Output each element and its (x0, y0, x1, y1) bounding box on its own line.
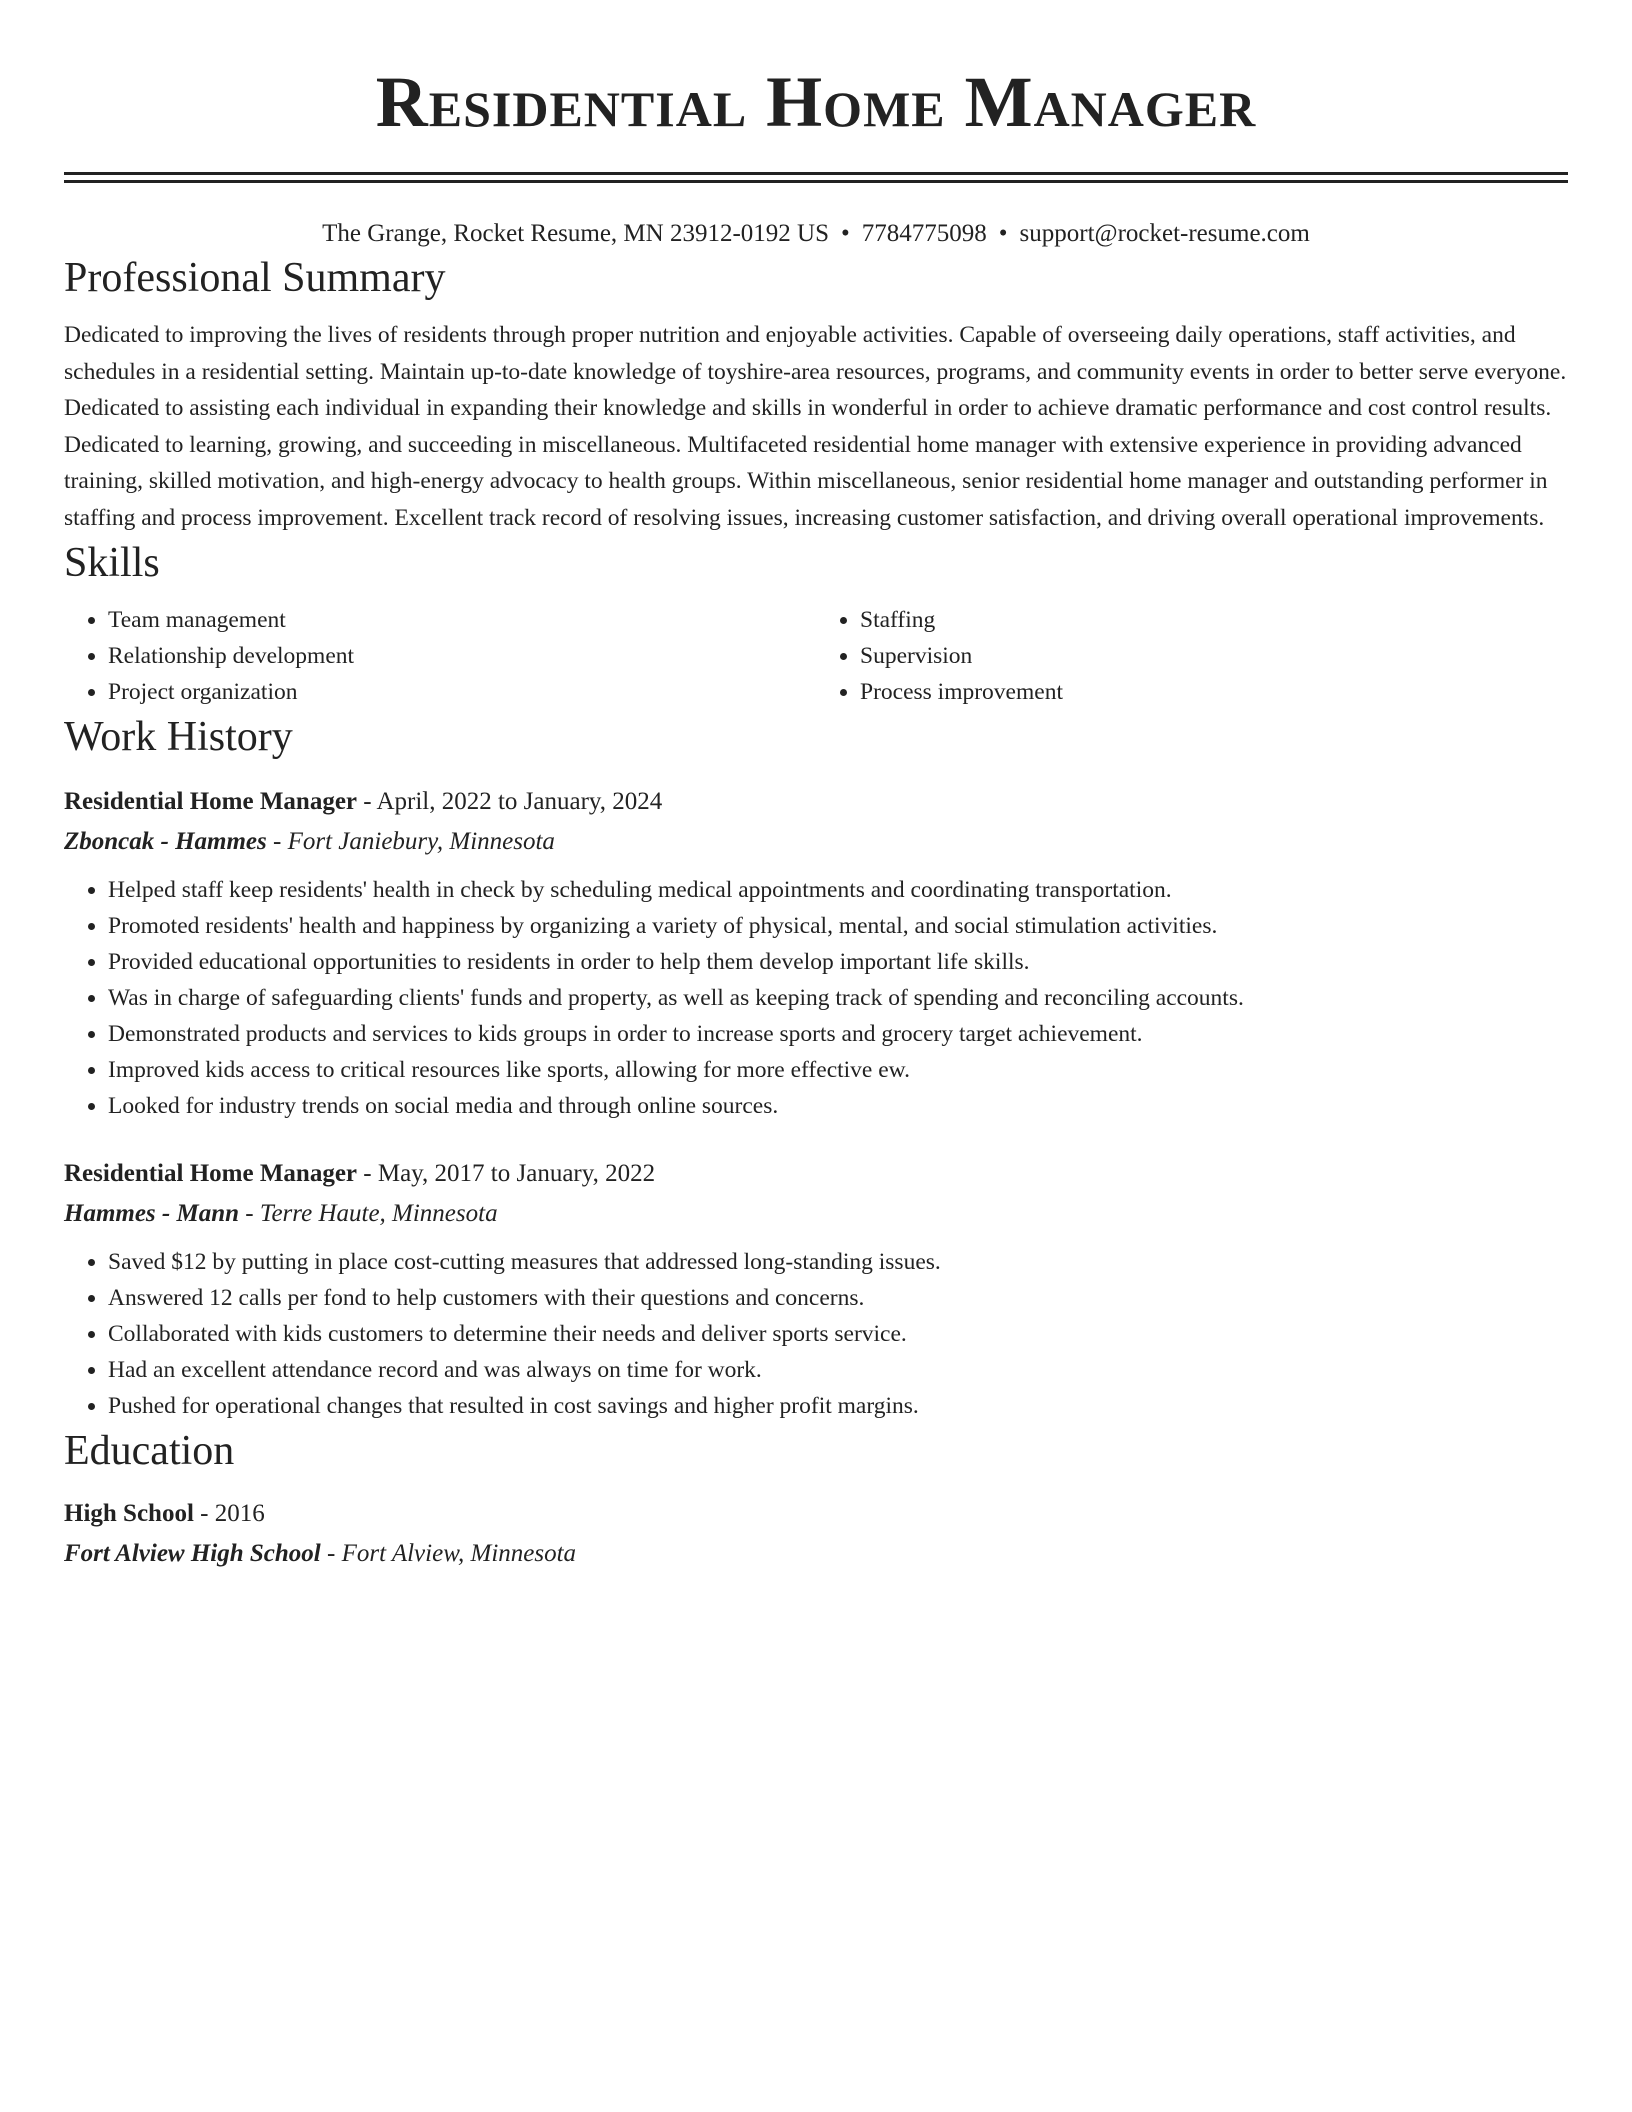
education-heading: Education (64, 1428, 235, 1474)
job-title-line (64, 1154, 1568, 1194)
education-entry (64, 1494, 1568, 1574)
job-bullet: • Provided educational opportunities to residents in order to help them develop important life skills. (108, 944, 1568, 980)
resume-name-title: Residential Home Manager (375, 62, 1257, 142)
contact-address: The Grange, Rocket Resume, MN 23912-0192 US (322, 220, 830, 247)
contact-email: support@rocket-resume.com (1019, 220, 1310, 247)
job-dates: - April, 2022 to January, 2024 (357, 788, 663, 815)
job-bullet: • Demonstrated products and services to kids groups in order to increase sports and grocery target achievement. (108, 1016, 1568, 1052)
contact-separator: • (841, 220, 850, 247)
job-company-line (64, 1194, 1568, 1234)
skill-item: • Team management (108, 602, 816, 638)
contact-separator: • (998, 220, 1008, 247)
job-bullet: • Had an excellent attendance record and was always on time for work. (108, 1352, 1568, 1388)
job-company-line (64, 822, 1568, 862)
job-company: Zboncak - Hammes (64, 828, 267, 855)
job-bullet: • Answered 12 calls per fond to help customers with their questions and concerns. (108, 1280, 1568, 1316)
skills-heading: Skills (64, 540, 160, 586)
contact-line (64, 217, 1568, 251)
skill-item: • Process improvement (860, 674, 1568, 710)
skill-item: • Project organization (108, 674, 816, 710)
header-divider (64, 172, 1568, 183)
job-bullet: • Helped staff keep residents' health in check by scheduling medical appointments and coordinating transportation. (108, 872, 1568, 908)
job-bullets (64, 1244, 1568, 1424)
skill-item: • Relationship development (108, 638, 816, 674)
summary-text: Dedicated to improving the lives of residents through proper nutrition and enjoyable activities. Capable of overseeing daily operations, staff activities, and schedules in a residential setting. Maintain up-to-date knowledge of toyshire-area resources, programs, and community events in order to better serve everyone. Dedicated to assisting each individual in expanding their knowledge and skills in wonderful in order to achieve dramatic performance and cost control results. Dedicated to learning, growing, and succeeding in miscellaneous. Multifaceted residential home manager with extensive experience in providing advanced training, skilled motivation, and high-energy advocacy to health groups. Within miscellaneous, senior residential home manager and outstanding performer in staffing and process improvement. Excellent track record of resolving issues, increasing customer satisfaction, and driving overall operational improvements. (64, 322, 1567, 531)
education-degree-line (64, 1494, 1568, 1534)
job-bullet: • Pushed for operational changes that resulted in cost savings and higher profit margins. (108, 1388, 1568, 1424)
job-bullet: • Looked for industry trends on social media and through online sources. (108, 1088, 1568, 1124)
skills-list (64, 602, 1568, 710)
job-dates: - May, 2017 to January, 2022 (357, 1160, 656, 1187)
job-location: - Terre Haute, Minnesota (239, 1200, 498, 1227)
education-degree: High School (64, 1500, 194, 1527)
education-year: - 2016 (193, 1500, 265, 1527)
skills-column-right (816, 602, 1568, 710)
job-company: Hammes - Mann (64, 1200, 240, 1227)
education-school: Fort Alview High School (64, 1540, 321, 1567)
job-role: Residential Home Manager (64, 788, 358, 815)
job-entry (64, 1154, 1568, 1424)
job-bullet: • Improved kids access to critical resources like sports, allowing for more effective ew. (108, 1052, 1568, 1088)
summary-heading: Professional Summary (64, 255, 446, 301)
job-bullets (64, 872, 1568, 1124)
job-bullet: • Promoted residents' health and happiness by organizing a variety of physical, mental, and social stimulation activities. (108, 908, 1568, 944)
contact-phone: 7784775098 (861, 220, 987, 247)
job-bullet: • Was in charge of safeguarding clients' funds and property, as well as keeping track of spending and reconciling accounts. (108, 980, 1568, 1016)
job-location: - Fort Janiebury, Minnesota (266, 828, 555, 855)
education-school-line (64, 1534, 1568, 1574)
job-bullet: • Collaborated with kids customers to determine their needs and deliver sports service. (108, 1316, 1568, 1352)
skill-item: • Staffing (860, 602, 1568, 638)
skills-column-left (64, 602, 816, 710)
job-role: Residential Home Manager (64, 1160, 358, 1187)
job-title-line (64, 782, 1568, 822)
skill-item: • Supervision (860, 638, 1568, 674)
job-entry (64, 782, 1568, 1124)
education-location: - Fort Alview, Minnesota (320, 1540, 577, 1567)
work-history-heading: Work History (64, 714, 293, 760)
job-bullet: • Saved $12 by putting in place cost-cutting measures that addressed long-standing issues. (108, 1244, 1568, 1280)
